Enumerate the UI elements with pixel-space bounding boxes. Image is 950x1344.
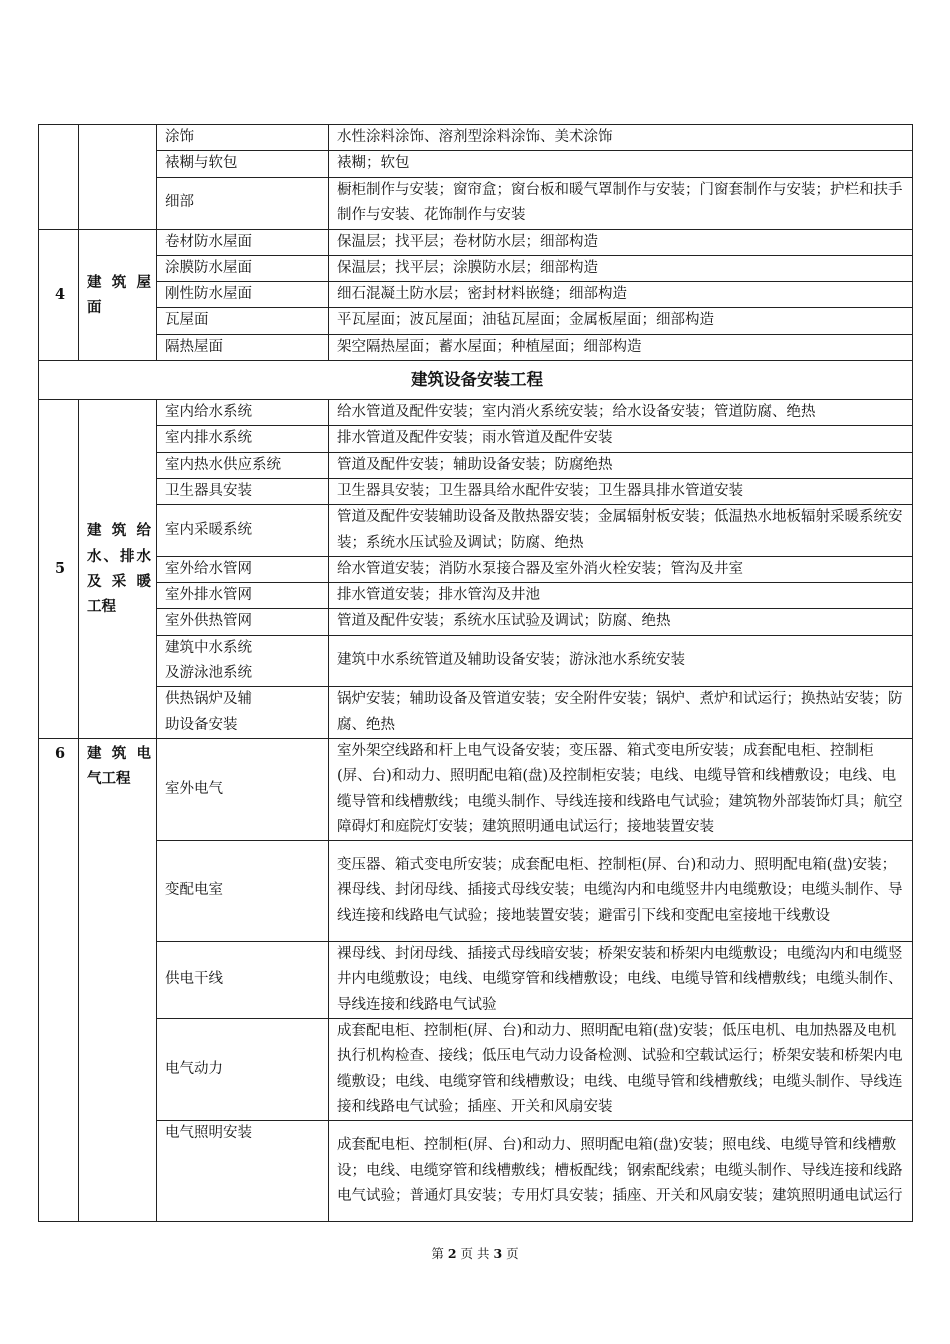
section-title-row <box>39 361 913 400</box>
item-number-cell: 6 <box>39 738 79 1221</box>
subdivision-cell: 室内排水系统 <box>157 426 329 452</box>
table-row <box>39 308 913 334</box>
total-page-number: 3 <box>493 1246 503 1261</box>
items-cell: 建筑中水系统管道及辅助设备安装；游泳池水系统安装 <box>329 635 913 687</box>
subdivision-cell: 室内采暖系统 <box>157 505 329 557</box>
table-row <box>39 282 913 308</box>
subdivision-cell: 变配电室 <box>157 841 329 942</box>
table-row <box>39 125 913 151</box>
subdivision-cell: 卫生器具安装 <box>157 478 329 504</box>
subdivision-cell: 室外给水管网 <box>157 556 329 582</box>
table-row <box>39 942 913 1019</box>
table-row <box>39 583 913 609</box>
page-footer <box>0 1244 950 1262</box>
table-row <box>39 841 913 942</box>
division-cell: 建 筑 电 气工程 <box>79 738 157 1221</box>
subdivision-cell: 供热锅炉及辅 助设备安装 <box>157 687 329 739</box>
subdivision-cell: 涂膜防水屋面 <box>157 255 329 281</box>
subdivision-cell: 卷材防水屋面 <box>157 229 329 255</box>
items-cell: 排水管道及配件安装；雨水管道及配件安装 <box>329 426 913 452</box>
subdivision-cell: 室外供热管网 <box>157 609 329 635</box>
footer-middle: 页 共 <box>460 1246 490 1261</box>
table-row <box>39 400 913 426</box>
table-row <box>39 255 913 281</box>
item-number-cell <box>39 125 79 230</box>
table-row <box>39 687 913 739</box>
items-cell: 橱柜制作与安装；窗帘盒；窗台板和暖气罩制作与安装；门窗套制作与安装；护栏和扶手制作与安装、花饰制作与安装 <box>329 177 913 229</box>
items-cell: 给水管道及配件安装；室内消火系统安装；给水设备安装；管道防腐、绝热 <box>329 400 913 426</box>
items-cell: 细石混凝土防水层；密封材料嵌缝；细部构造 <box>329 282 913 308</box>
table-row <box>39 452 913 478</box>
subdivision-cell: 电气动力 <box>157 1019 329 1121</box>
items-cell: 卫生器具安装；卫生器具给水配件安装；卫生器具排水管道安装 <box>329 478 913 504</box>
item-number-cell: 4 <box>39 229 79 360</box>
table-row <box>39 556 913 582</box>
items-cell: 平瓦屋面；波瓦屋面；油毡瓦屋面；金属板屋面；细部构造 <box>329 308 913 334</box>
items-cell: 水性涂料涂饰、溶剂型涂料涂饰、美术涂饰 <box>329 125 913 151</box>
subdivision-cell: 瓦屋面 <box>157 308 329 334</box>
items-cell: 裱糊；软包 <box>329 151 913 177</box>
item-number-cell: 5 <box>39 400 79 739</box>
current-page-number: 2 <box>447 1246 457 1261</box>
division-cell <box>79 125 157 230</box>
items-cell: 管道及配件安装；系统水压试验及调试；防腐、绝热 <box>329 609 913 635</box>
items-cell: 保温层；找平层；涂膜防水层；细部构造 <box>329 255 913 281</box>
footer-prefix: 第 <box>431 1246 444 1261</box>
subdivision-cell: 细部 <box>157 177 329 229</box>
subdivision-cell: 电气照明安装 <box>157 1121 329 1222</box>
table-row <box>39 505 913 557</box>
items-cell: 保温层；找平层；卷材防水层；细部构造 <box>329 229 913 255</box>
table-row <box>39 738 913 840</box>
items-cell: 排水管道安装；排水管沟及井池 <box>329 583 913 609</box>
table-row <box>39 1121 913 1222</box>
items-cell: 锅炉安装；辅助设备及管道安装；安全附件安装；锅炉、煮炉和试运行；换热站安装；防腐、绝热 <box>329 687 913 739</box>
division-cell: 建 筑 屋 面 <box>79 229 157 360</box>
items-cell: 裸母线、封闭母线、插接式母线暗安装；桥架安装和桥架内电缆敷设；电缆沟内和电缆竖井内电缆敷设；电线、电缆穿管和线槽敷设；电线、电缆导管和线槽敷线；电缆头制作、导线连接和线路电气试验 <box>329 942 913 1019</box>
table-row <box>39 177 913 229</box>
items-cell: 成套配电柜、控制柜(屏、台)和动力、照明配电箱(盘)安装；照电线、电缆导管和线槽敷设；电线、电缆穿管和线槽敷线；槽板配线；钢索配线索；电缆头制作、导线连接和线路电气试验；普通灯具安装；专用灯具安装；插座、开关和风扇安装；建筑照明通电试运行 <box>329 1121 913 1222</box>
items-cell: 架空隔热屋面；蓄水屋面；种植屋面；细部构造 <box>329 334 913 360</box>
table-row <box>39 1019 913 1121</box>
items-cell: 管道及配件安装；辅助设备安装；防腐绝热 <box>329 452 913 478</box>
items-cell: 变压器、箱式变电所安装；成套配电柜、控制柜(屏、台)和动力、照明配电箱(盘)安装；裸母线、封闭母线、插接式母线安装；电缆沟内和电缆竖井内电缆敷设；电缆头制作、导线连接和线路电气试验；接地装置安装；避雷引下线和变配电室接地干线敷设 <box>329 841 913 942</box>
footer-suffix: 页 <box>506 1246 519 1261</box>
subdivision-cell: 裱糊与软包 <box>157 151 329 177</box>
table-row <box>39 426 913 452</box>
table-row <box>39 609 913 635</box>
table-row <box>39 635 913 687</box>
subdivision-cell: 隔热屋面 <box>157 334 329 360</box>
division-cell: 建 筑 给 水、排水 及 采 暖 工程 <box>79 400 157 739</box>
items-cell: 成套配电柜、控制柜(屏、台)和动力、照明配电箱(盘)安装；低压电机、电加热器及电机执行机构检查、接线；低压电气动力设备检测、试验和空载试运行；桥架安装和桥架内电缆敷设；电线、电缆穿管和线槽敷设；电线、电缆导管和线槽敷线；电缆头制作、导线连接和线路电气试验；插座、开关和风扇安装 <box>329 1019 913 1121</box>
subdivision-cell: 室内热水供应系统 <box>157 452 329 478</box>
section-title: 建筑设备安装工程 <box>39 361 913 400</box>
construction-items-table <box>38 124 913 1222</box>
subdivision-cell: 供电干线 <box>157 942 329 1019</box>
items-cell: 室外架空线路和杆上电气设备安装；变压器、箱式变电所安装；成套配电柜、控制柜(屏、台)和动力、照明配电箱(盘)及控制柜安装；电线、电缆导管和线槽敷设；电线、电缆导管和线槽敷线；电缆头制作、导线连接和线路电气试验；建筑物外部装饰灯具；航空障碍灯和庭院灯安装；建筑照明通电试运行；接地装置安装 <box>329 738 913 840</box>
table-row <box>39 478 913 504</box>
subdivision-cell: 建筑中水系统 及游泳池系统 <box>157 635 329 687</box>
subdivision-cell: 涂饰 <box>157 125 329 151</box>
subdivision-cell: 刚性防水屋面 <box>157 282 329 308</box>
subdivision-cell: 室外排水管网 <box>157 583 329 609</box>
subdivision-cell: 室外电气 <box>157 738 329 840</box>
table-row <box>39 334 913 360</box>
table-row <box>39 229 913 255</box>
subdivision-cell: 室内给水系统 <box>157 400 329 426</box>
items-cell: 给水管道安装；消防水泵接合器及室外消火栓安装；管沟及井室 <box>329 556 913 582</box>
items-cell: 管道及配件安装辅助设备及散热器安装；金属辐射板安装；低温热水地板辐射采暖系统安装；系统水压试验及调试；防腐、绝热 <box>329 505 913 557</box>
table-row <box>39 151 913 177</box>
